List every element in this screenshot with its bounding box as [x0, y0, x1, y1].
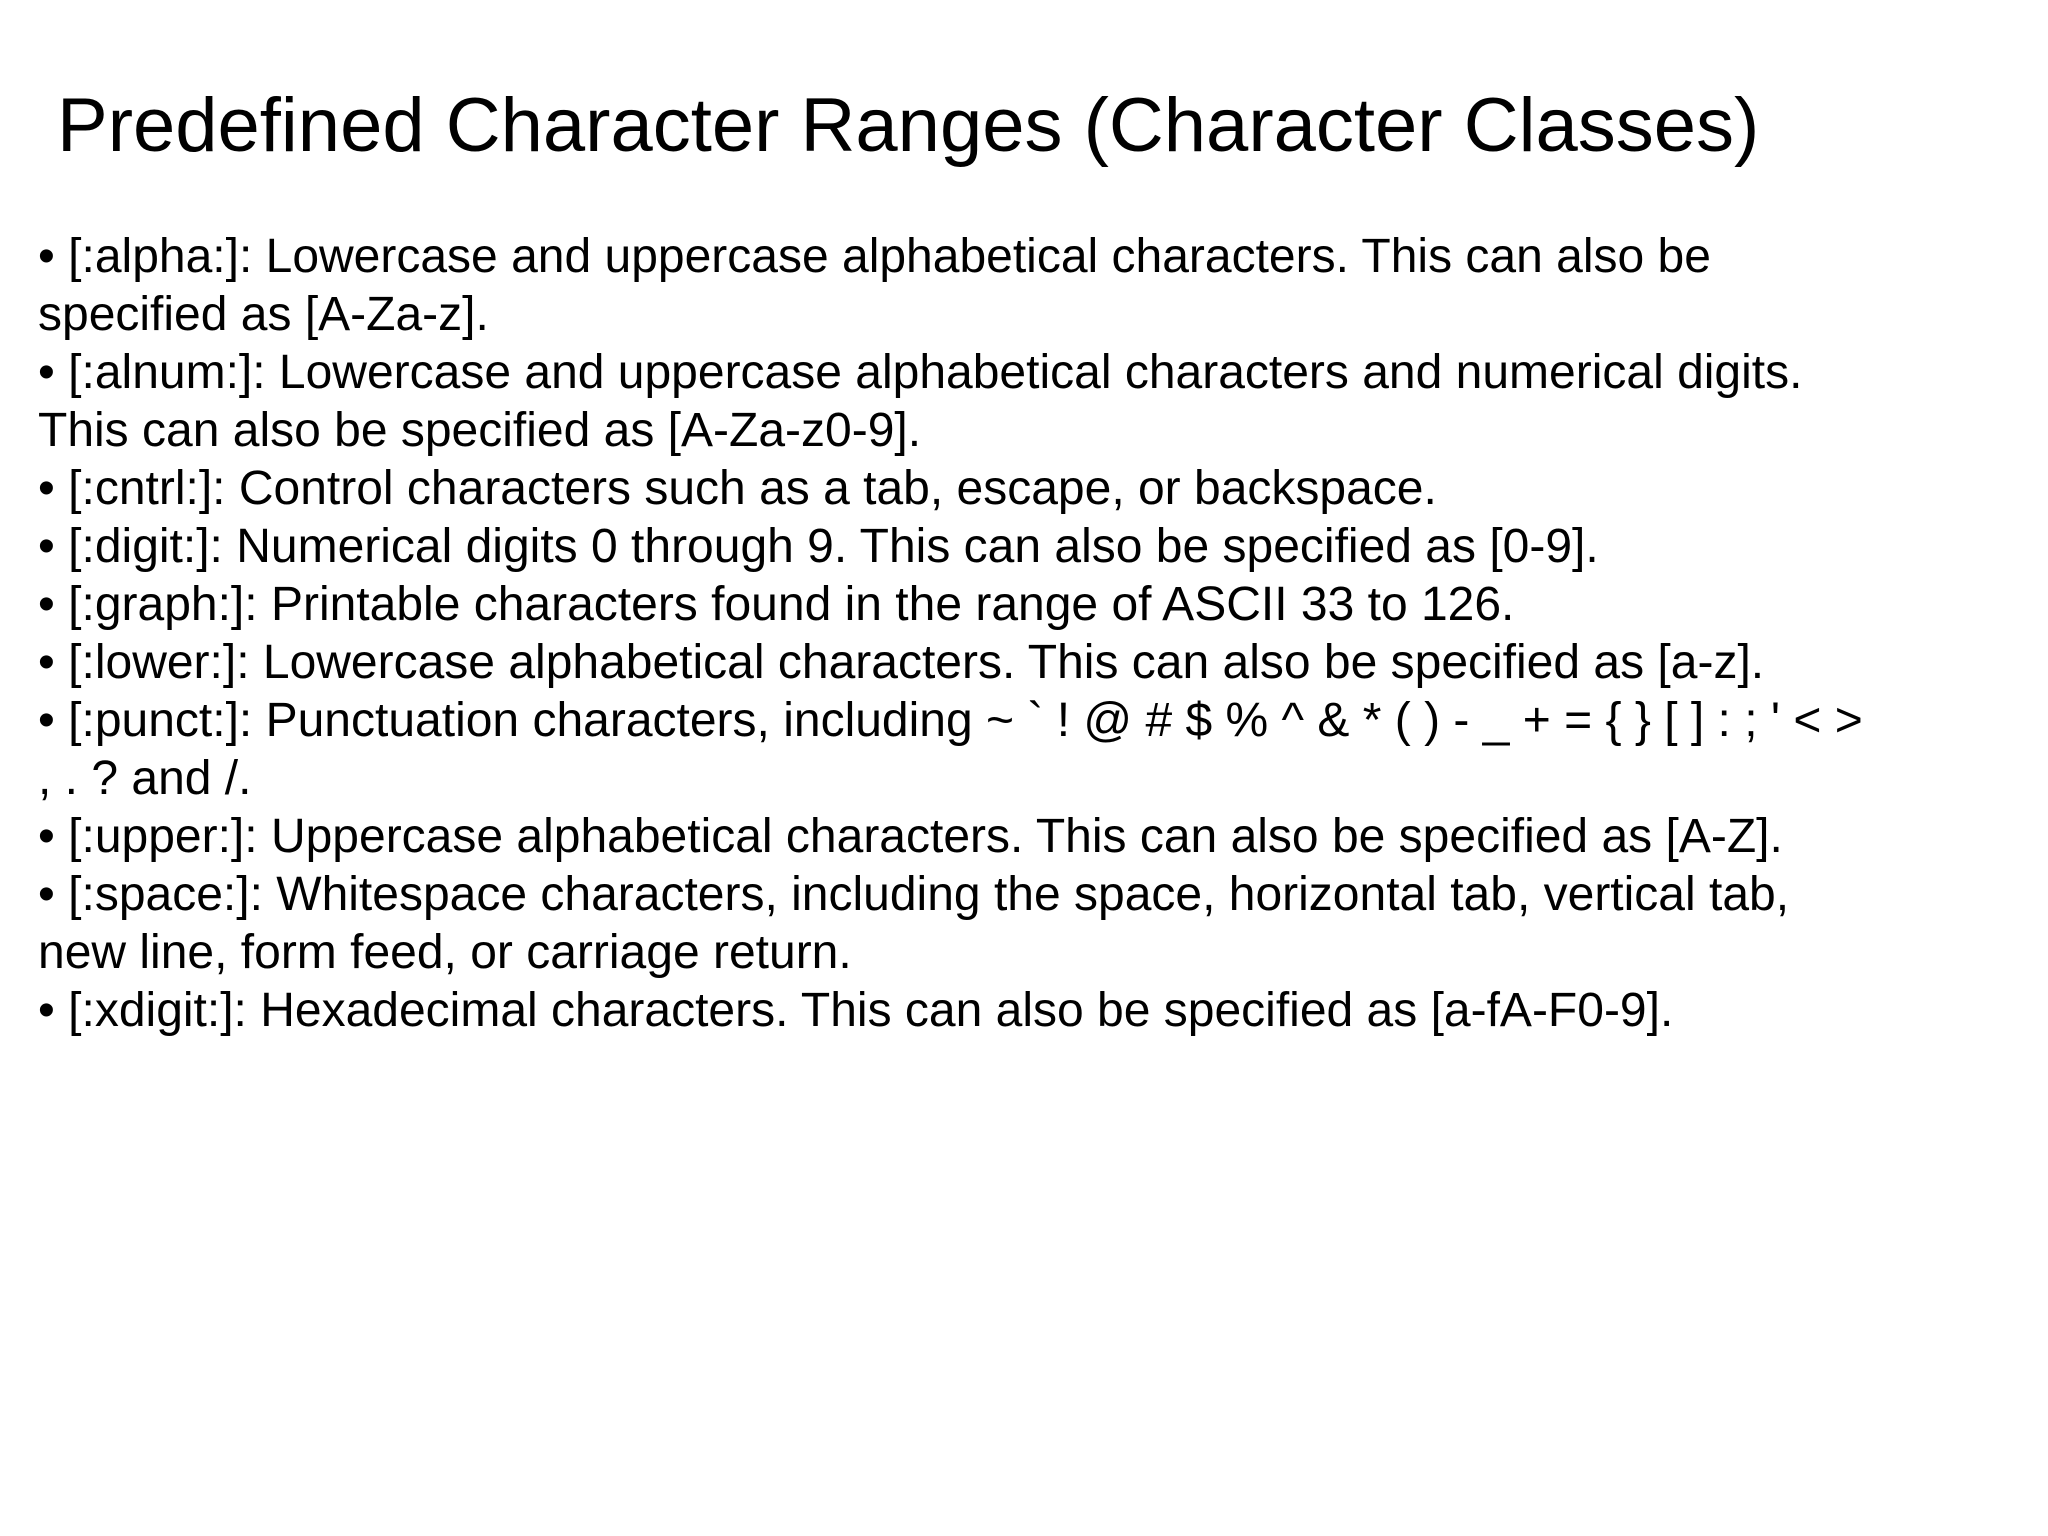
bullet-item-alnum	[38, 344, 2028, 460]
bullet-line	[38, 576, 2028, 634]
bullet-item-digit	[38, 518, 2028, 576]
bullet-marker: •	[38, 346, 55, 399]
bullet-line-continuation: , . ? and /.	[38, 752, 252, 805]
bullet-text: [:lower:]: Lowercase alphabetical characters. This can also be specified as [a-z].	[68, 636, 1765, 689]
bullet-marker: •	[38, 462, 55, 515]
bullet-line	[38, 460, 2028, 518]
bullet-list	[38, 228, 2028, 1040]
bullet-text: [:alnum:]: Lowercase and uppercase alphabetical characters and numerical digits.	[68, 346, 1803, 399]
bullet-text: [:digit:]: Numerical digits 0 through 9. This can also be specified as [0-9].	[68, 520, 1599, 573]
bullet-line	[38, 634, 2028, 692]
bullet-marker: •	[38, 694, 55, 747]
bullet-marker: •	[38, 636, 55, 689]
bullet-text: [:upper:]: Uppercase alphabetical characters. This can also be specified as [A-Z].	[68, 810, 1783, 863]
bullet-line-continuation: new line, form feed, or carriage return.	[38, 926, 852, 979]
bullet-item-punct	[38, 692, 2028, 808]
bullet-line	[38, 982, 2028, 1040]
bullet-line-continuation: This can also be specified as [A-Za-z0-9].	[38, 404, 922, 457]
bullet-line	[38, 228, 2028, 286]
bullet-marker: •	[38, 578, 55, 631]
bullet-line	[38, 344, 2028, 402]
bullet-item-space	[38, 866, 2028, 982]
slide-title: Predefined Character Ranges (Character Classes)	[57, 83, 1760, 168]
bullet-marker: •	[38, 810, 55, 863]
bullet-text: [:graph:]: Printable characters found in the range of ASCII 33 to 126.	[68, 578, 1515, 631]
bullet-line	[38, 866, 2028, 924]
bullet-marker: •	[38, 984, 55, 1037]
bullet-item-alpha	[38, 228, 2028, 344]
bullet-item-xdigit	[38, 982, 2028, 1040]
bullet-line-continuation: specified as [A-Za-z].	[38, 288, 489, 341]
bullet-text: [:cntrl:]: Control characters such as a tab, escape, or backspace.	[68, 462, 1437, 515]
bullet-item-upper	[38, 808, 2028, 866]
bullet-marker: •	[38, 520, 55, 573]
bullet-marker: •	[38, 868, 55, 921]
bullet-line	[38, 808, 2028, 866]
bullet-item-cntrl	[38, 460, 2028, 518]
bullet-text: [:space:]: Whitespace characters, including the space, horizontal tab, vertical tab,	[68, 868, 1790, 921]
bullet-line	[38, 692, 2028, 750]
bullet-marker: •	[38, 230, 55, 283]
bullet-text: [:alpha:]: Lowercase and uppercase alphabetical characters. This can also be	[68, 230, 1711, 283]
bullet-line	[38, 518, 2028, 576]
bullet-item-lower	[38, 634, 2028, 692]
bullet-text: [:punct:]: Punctuation characters, including ~ ` ! @ # $ % ^ & * ( ) - _ + = { } [ ] : ; ' < >	[68, 694, 1863, 747]
bullet-text: [:xdigit:]: Hexadecimal characters. This can also be specified as [a-fA-F0-9].	[68, 984, 1674, 1037]
bullet-item-graph	[38, 576, 2028, 634]
